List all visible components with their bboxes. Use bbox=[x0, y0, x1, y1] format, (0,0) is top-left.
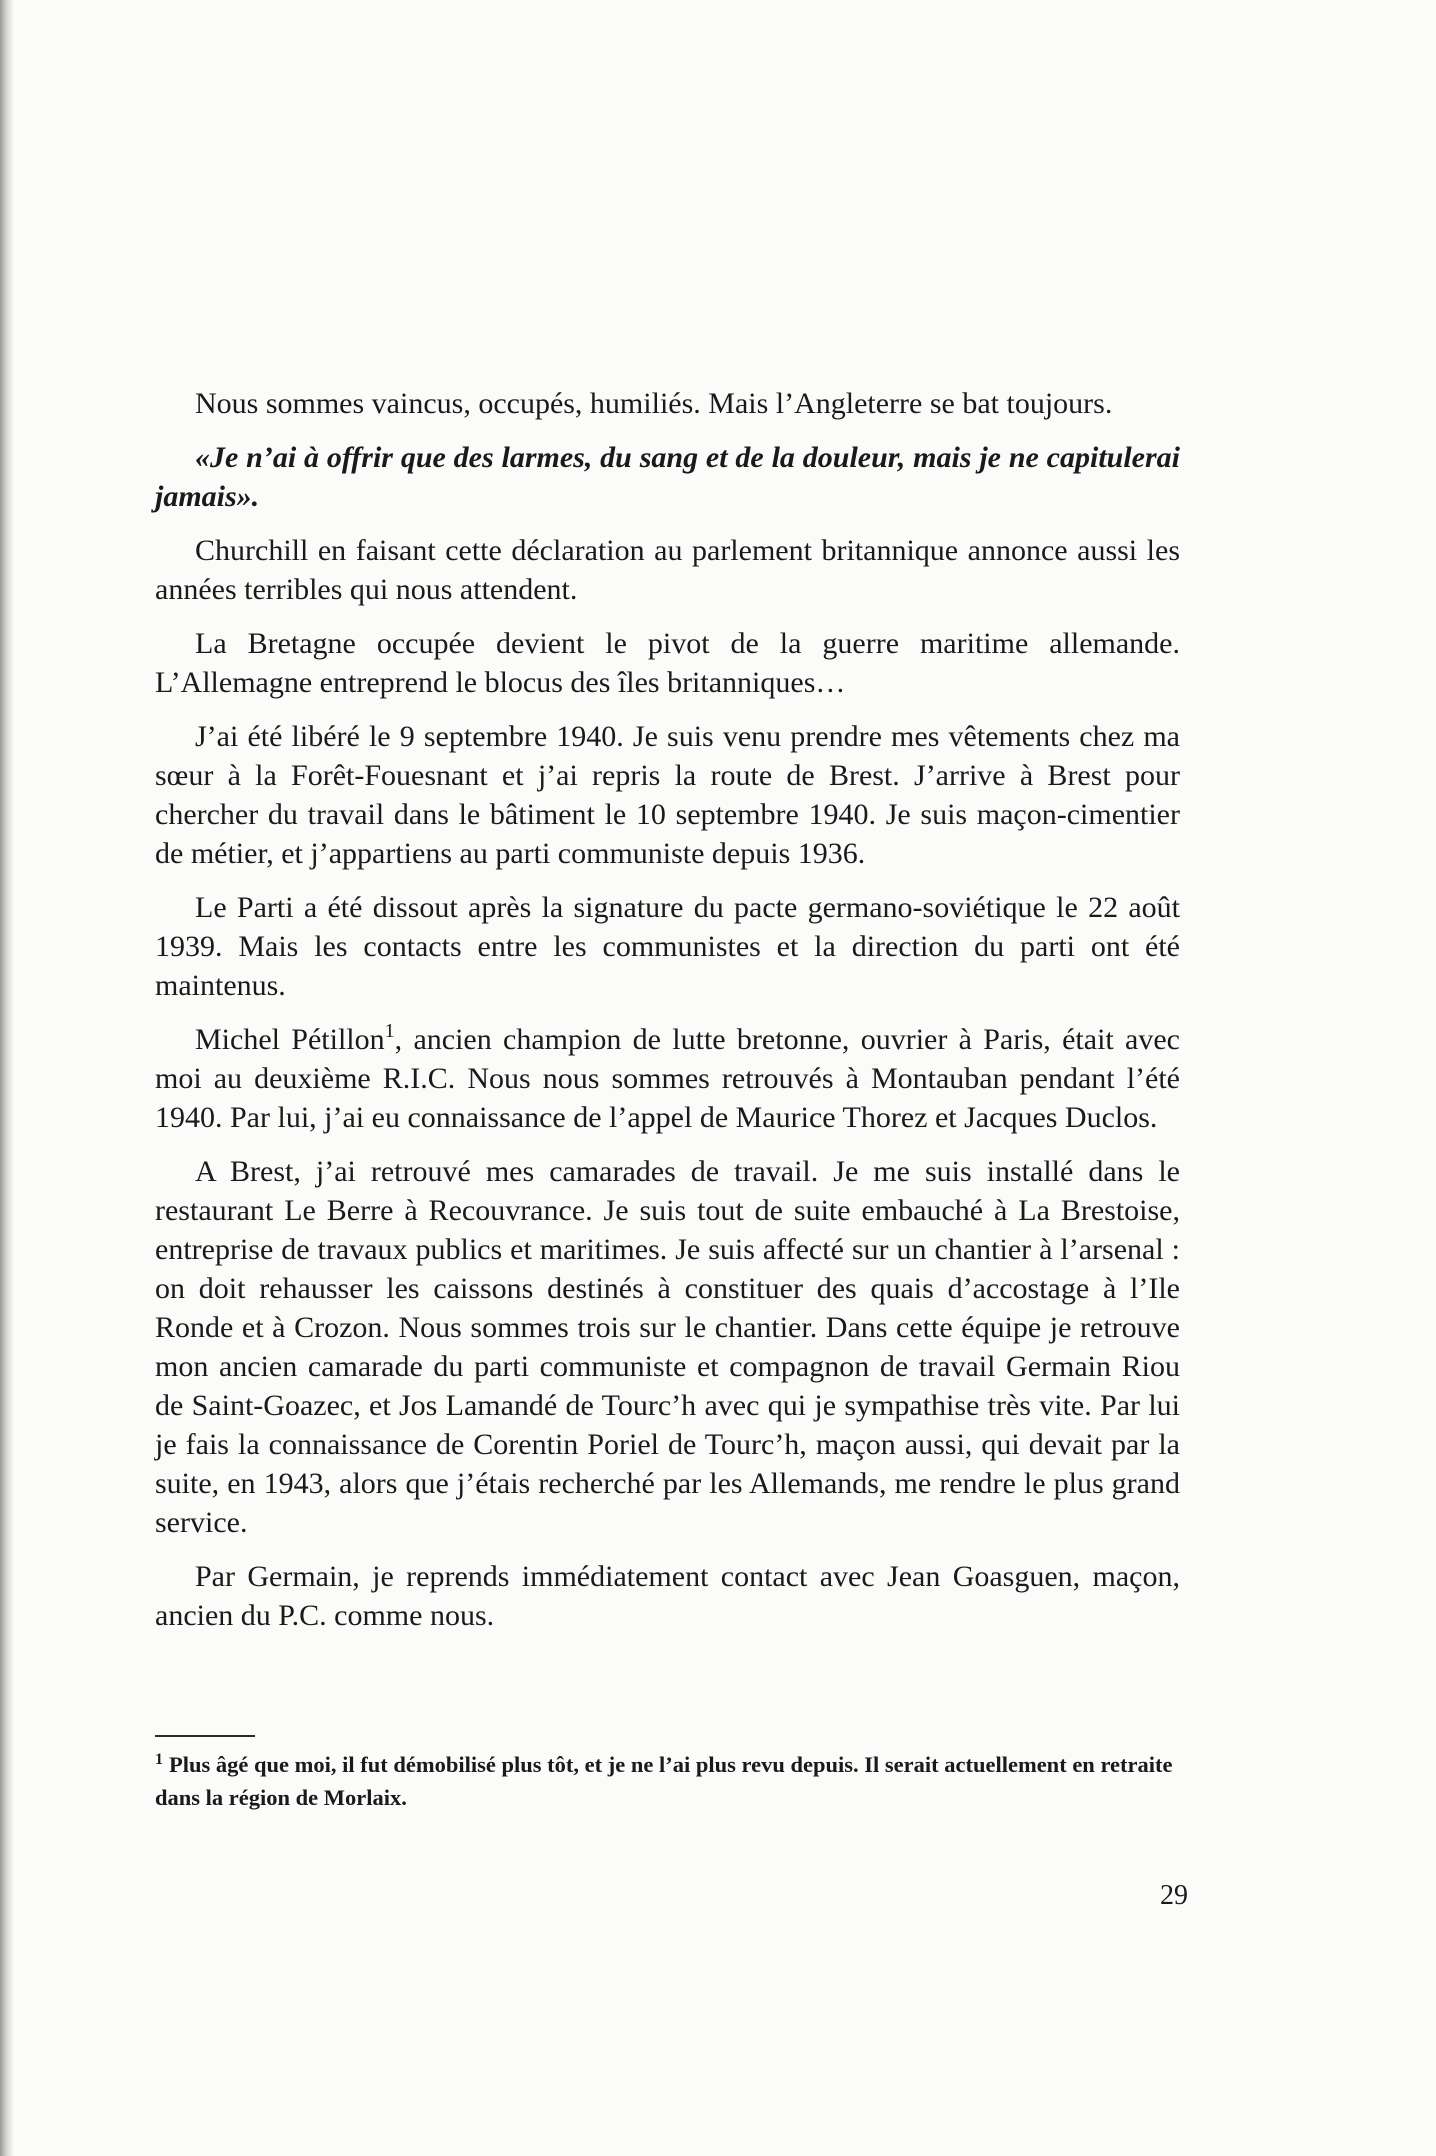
petillon-name: Michel Pétillon bbox=[195, 1023, 385, 1056]
paragraph-parti: Le Parti a été dissout après la signature du pacte germano-soviétique le 22 août 1939. Mais les contacts entre les communistes et la direction du parti ont été maintenus. bbox=[155, 891, 1180, 1002]
footnote-reference: 1 bbox=[384, 1020, 395, 1042]
page-binding-shadow bbox=[0, 0, 14, 2156]
paragraph-germain: Par Germain, je reprends immédiatement contact avec Jean Goasguen, maçon, ancien du P.C. comme nous. bbox=[155, 1560, 1180, 1632]
paragraph-brest: A Brest, j’ai retrouvé mes camarades de travail. Je me suis installé dans le restaurant Le Berre à Recouvrance. Je suis tout de suite embauché à La Brestoise, entreprise de travaux publics et maritimes. Je suis affecté sur un chantier à l’arsenal : on doit rehausser les caissons destinés à constituer des quais d’accostage à l’Ile Ronde et à Crozon. Nous sommes trois sur le chantier. Dans cette équipe je retrouve mon ancien camarade du parti communiste et compagnon de travail Germain Riou de Saint-Goazec, et Jos Lamandé de Tourc’h avec qui je sympathise très vite. Par lui je fais la connaissance de Corentin Poriel de Tourc’h, maçon aussi, qui devait par la suite, en 1943, alors que j’étais recherché par les Allemands, me rendre le plus grand service. bbox=[155, 1155, 1180, 1539]
footnote-separator bbox=[155, 1735, 255, 1737]
paragraph-churchill: Churchill en faisant cette déclaration au parlement britannique annonce aussi les années terribles qui nous attendent. bbox=[155, 534, 1180, 606]
body-text bbox=[155, 384, 1180, 1650]
paragraph-vaincus: Nous sommes vaincus, occupés, humiliés. Mais l’Angleterre se bat toujours. bbox=[195, 387, 1113, 420]
paragraph-bretagne: La Bretagne occupée devient le pivot de la guerre maritime allemande. L’Allemagne entreprend le blocus des îles britanniques… bbox=[155, 627, 1180, 699]
paragraph-petillon bbox=[155, 1020, 1180, 1137]
petillon-text: , ancien champion de lutte bretonne, ouvrier à Paris, était avec moi au deuxième R.I.C. Nous nous sommes retrouvés à Montauban pendant l’été 1940. Par lui, j’ai eu connaissance de l’appel de Maurice Thorez et Jacques Duclos. bbox=[155, 1023, 1180, 1134]
footnote bbox=[155, 1748, 1185, 1814]
footnote-text: Plus âgé que moi, il fut démobilisé plus tôt, et je ne l’ai plus revu depuis. Il serait actuellement en retraite dans la région de Morlaix. bbox=[155, 1752, 1173, 1810]
churchill-quote: «Je n’ai à offrir que des larmes, du sang et de la douleur, mais je ne capitulerai jamais». bbox=[155, 441, 1180, 513]
paragraph-libere: J’ai été libéré le 9 septembre 1940. Je suis venu prendre mes vêtements chez ma sœur à la Forêt-Fouesnant et j’ai repris la route de Brest. J’arrive à Brest pour chercher du travail dans le bâtiment le 10 septembre 1940. Je suis maçon-cimentier de métier, et j’appartiens au parti communiste depuis 1936. bbox=[155, 720, 1180, 870]
footnote-marker: 1 bbox=[155, 1751, 163, 1768]
page-number: 29 bbox=[1160, 1880, 1188, 1911]
